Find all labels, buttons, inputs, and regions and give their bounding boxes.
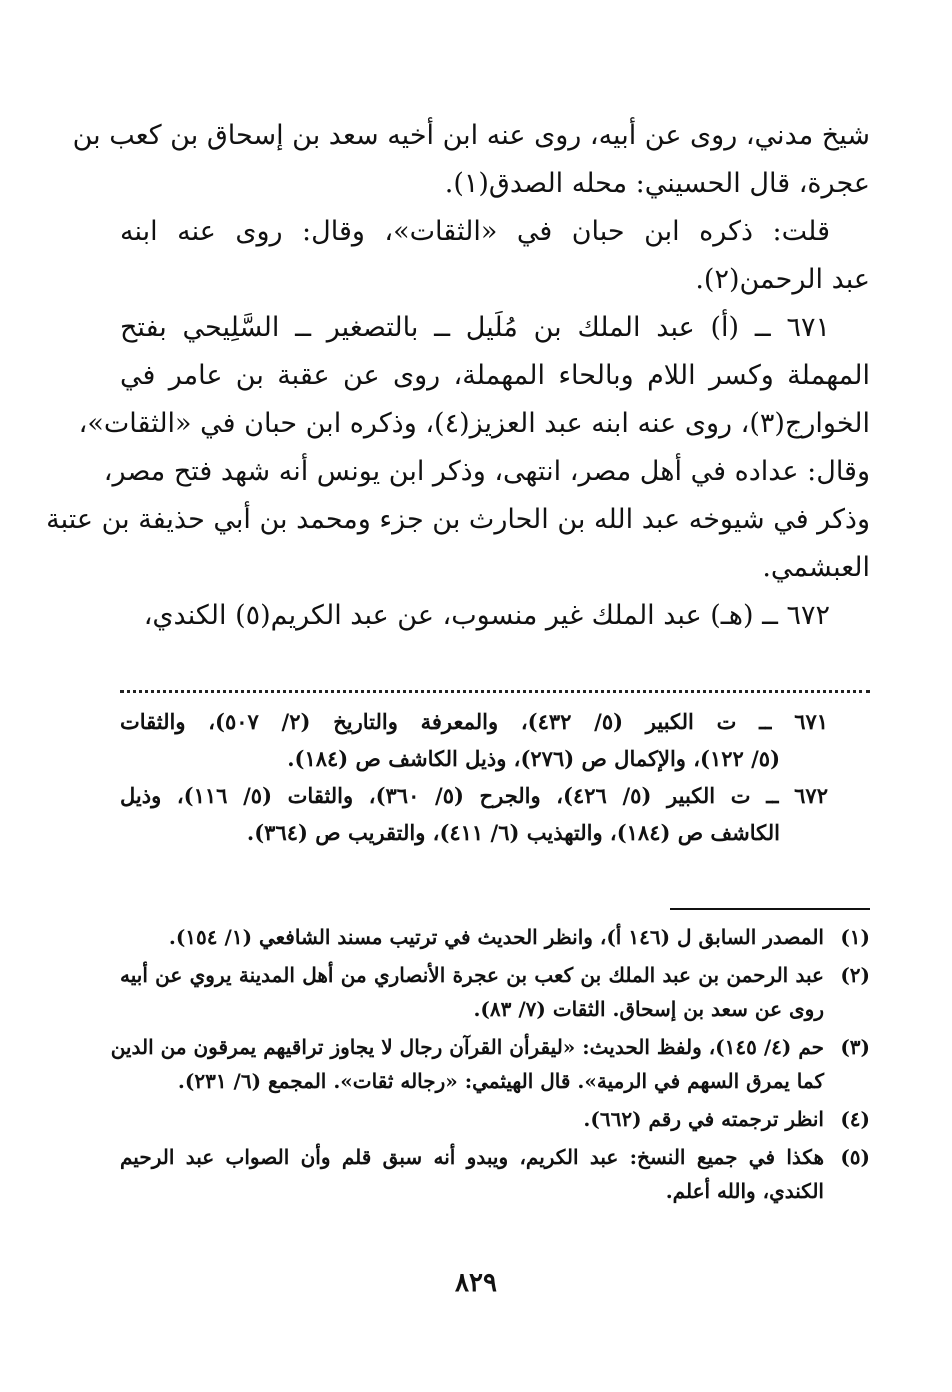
- main-line: وذكر في شيوخه عبد الله بن الحارث بن جزء ومحمد بن أبي حذيفة بن عتبة: [46, 504, 870, 535]
- footnote-line: روى عن سعد بن إسحاق. الثقات (٧/ ٨٣).: [473, 997, 824, 1021]
- reference-line: ٦٧١ ــ ت الكبير (٥/ ٤٣٢)، والمعرفة والتاريخ (٢/ ٥٠٧)، والثقات: [120, 709, 829, 734]
- references-block: [120, 703, 870, 851]
- entry-672-heading: ٦٧٢ ــ (هـ) عبد الملك غير منسوب، عن عبد الكريم(٥) الكندي،: [143, 600, 830, 631]
- footnote-number: (٤): [840, 1107, 870, 1131]
- reference-line: الكاشف ص (١٨٤)، والتهذيب (٦/ ٤١١)، والتقريب ص (٣٦٤).: [246, 820, 780, 845]
- footnote-line: انظر ترجمته في رقم (٦٦٢).: [583, 1107, 824, 1131]
- main-line: عجرة، قال الحسيني: محله الصدق(١).: [444, 168, 870, 199]
- main-line: قلت: ذكره ابن حبان في «الثقات»، وقال: روى عنه ابنه: [120, 216, 830, 247]
- footnote-line: المصدر السابق ل (١٤٦ أ)، وانظر الحديث في ترتيب مسند الشافعي (١/ ١٥٤).: [168, 925, 824, 949]
- footnote-line: حم (٤/ ١٤٥)، ولفظ الحديث: «ليقرأن القرآن رجال لا يجاوز تراقيهم يمرقون من الدين: [110, 1035, 824, 1059]
- footnote-line: كما يمرق السهم في الرمية». قال الهيثمي: «رجاله ثقات». المجمع (٦/ ٢٣١).: [177, 1069, 824, 1093]
- footnote-number: (٢): [840, 963, 870, 987]
- footnote-line: عبد الرحمن بن عبد الملك بن كعب بن عجرة الأنصاري من أهل المدينة يروي عن أبيه: [120, 963, 824, 987]
- reference-line: (٥/ ١٢٢)، والإكمال ص (٢٧٦)، وذيل الكاشف ص (١٨٤).: [287, 746, 780, 771]
- footnote: [120, 1140, 870, 1208]
- entry-671-heading: ٦٧١ ــ (أ) عبد الملك بن مُلَيل ــ بالتصغير ــ السَّلِيحي بفتح: [120, 312, 830, 343]
- page-number: ٨٢٩: [455, 1268, 497, 1298]
- main-line: العبشمي.: [762, 552, 870, 583]
- footnote: [120, 1102, 870, 1136]
- footnote-number: (٣): [840, 1035, 870, 1059]
- footnote-number: (٥): [840, 1145, 870, 1169]
- main-line: شيخ مدني، روى عن أبيه، روى عنه ابن أخيه سعد بن إسحاق بن كعب بن: [72, 120, 870, 151]
- footnote-number: (١): [840, 925, 870, 949]
- footnote-line: هكذا في جميع النسخ: عبد الكريم، ويبدو أنه سبق قلم وأن الصواب عبد الرحيم: [120, 1145, 824, 1169]
- footnote-line: الكندي، والله أعلم.: [665, 1179, 824, 1203]
- main-text: [46, 112, 870, 640]
- footnotes: [110, 920, 870, 1208]
- footnote: [120, 958, 870, 1026]
- main-line: عبد الرحمن(٢).: [695, 264, 870, 295]
- main-line: المهملة وكسر اللام وبالحاء المهملة، روى عن عقبة بن عامر في: [120, 360, 870, 391]
- footnote: [120, 920, 870, 954]
- footnote: [110, 1030, 870, 1098]
- main-line: الخوارج(٣)، روى عنه ابنه عبد العزيز(٤)، وذكره ابن حبان في «الثقات»،: [78, 408, 870, 439]
- dotted-separator: [120, 690, 870, 699]
- footnote-rule: [670, 908, 870, 910]
- reference-line: ٦٧٢ ــ ت الكبير (٥/ ٤٢٦)، والجرح (٥/ ٣٦٠)، والثقات (٥/ ١١٦)، وذيل: [120, 783, 828, 808]
- main-line: وقال: عداده في أهل مصر، انتهى، وذكر ابن يونس أنه شهد فتح مصر،: [103, 456, 870, 487]
